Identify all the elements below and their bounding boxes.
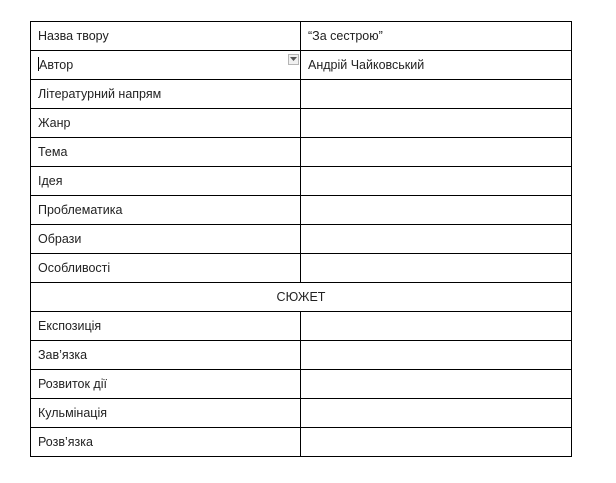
table-row [31,138,572,167]
row-label-cell[interactable]: Розв’язка [31,428,301,457]
row-value-cell[interactable] [301,167,572,196]
row-label-cell[interactable]: Образи [31,225,301,254]
row-label-text: Автор [39,58,74,72]
table-row [31,167,572,196]
row-label-cell[interactable]: Ідея [31,167,301,196]
row-value-cell[interactable] [301,80,572,109]
dropdown-button[interactable] [288,54,299,65]
row-label-cell[interactable]: Особливості [31,254,301,283]
row-value-cell[interactable] [301,254,572,283]
section-header-row [31,283,572,312]
row-value-cell[interactable] [301,225,572,254]
row-value-cell[interactable] [301,109,572,138]
table-row [31,254,572,283]
row-label-cell[interactable]: Літературний напрям [31,80,301,109]
row-value-cell[interactable]: “За сестрою” [301,22,572,51]
row-value-cell[interactable] [301,312,572,341]
table-row [31,370,572,399]
section-title-cell[interactable]: СЮЖЕТ [31,283,572,312]
row-label-cell[interactable]: Жанр [31,109,301,138]
table-row [31,22,572,51]
chevron-down-icon [290,57,297,62]
row-label-cell[interactable]: Назва твору [31,22,301,51]
row-label-cell[interactable]: Тема [31,138,301,167]
row-label-cell[interactable]: Розвиток дії [31,370,301,399]
table-row [31,225,572,254]
table-row [31,341,572,370]
row-value-cell[interactable] [301,370,572,399]
row-label-cell[interactable]: Проблематика [31,196,301,225]
table-row [31,428,572,457]
table-row [31,51,572,80]
row-value-cell[interactable]: Андрій Чайковський [301,51,572,80]
row-value-cell[interactable] [301,399,572,428]
table-row [31,399,572,428]
row-value-cell[interactable] [301,428,572,457]
row-label-cell[interactable]: Зав’язка [31,341,301,370]
row-label-cell[interactable]: Кульмінація [31,399,301,428]
table-row [31,312,572,341]
row-label-cell[interactable]: Експозиція [31,312,301,341]
table-row [31,109,572,138]
table-row [31,80,572,109]
literary-analysis-table [30,21,572,457]
table-row [31,196,572,225]
row-value-cell[interactable] [301,138,572,167]
row-label-cell-active[interactable] [31,51,301,80]
row-value-cell[interactable] [301,341,572,370]
row-value-cell[interactable] [301,196,572,225]
